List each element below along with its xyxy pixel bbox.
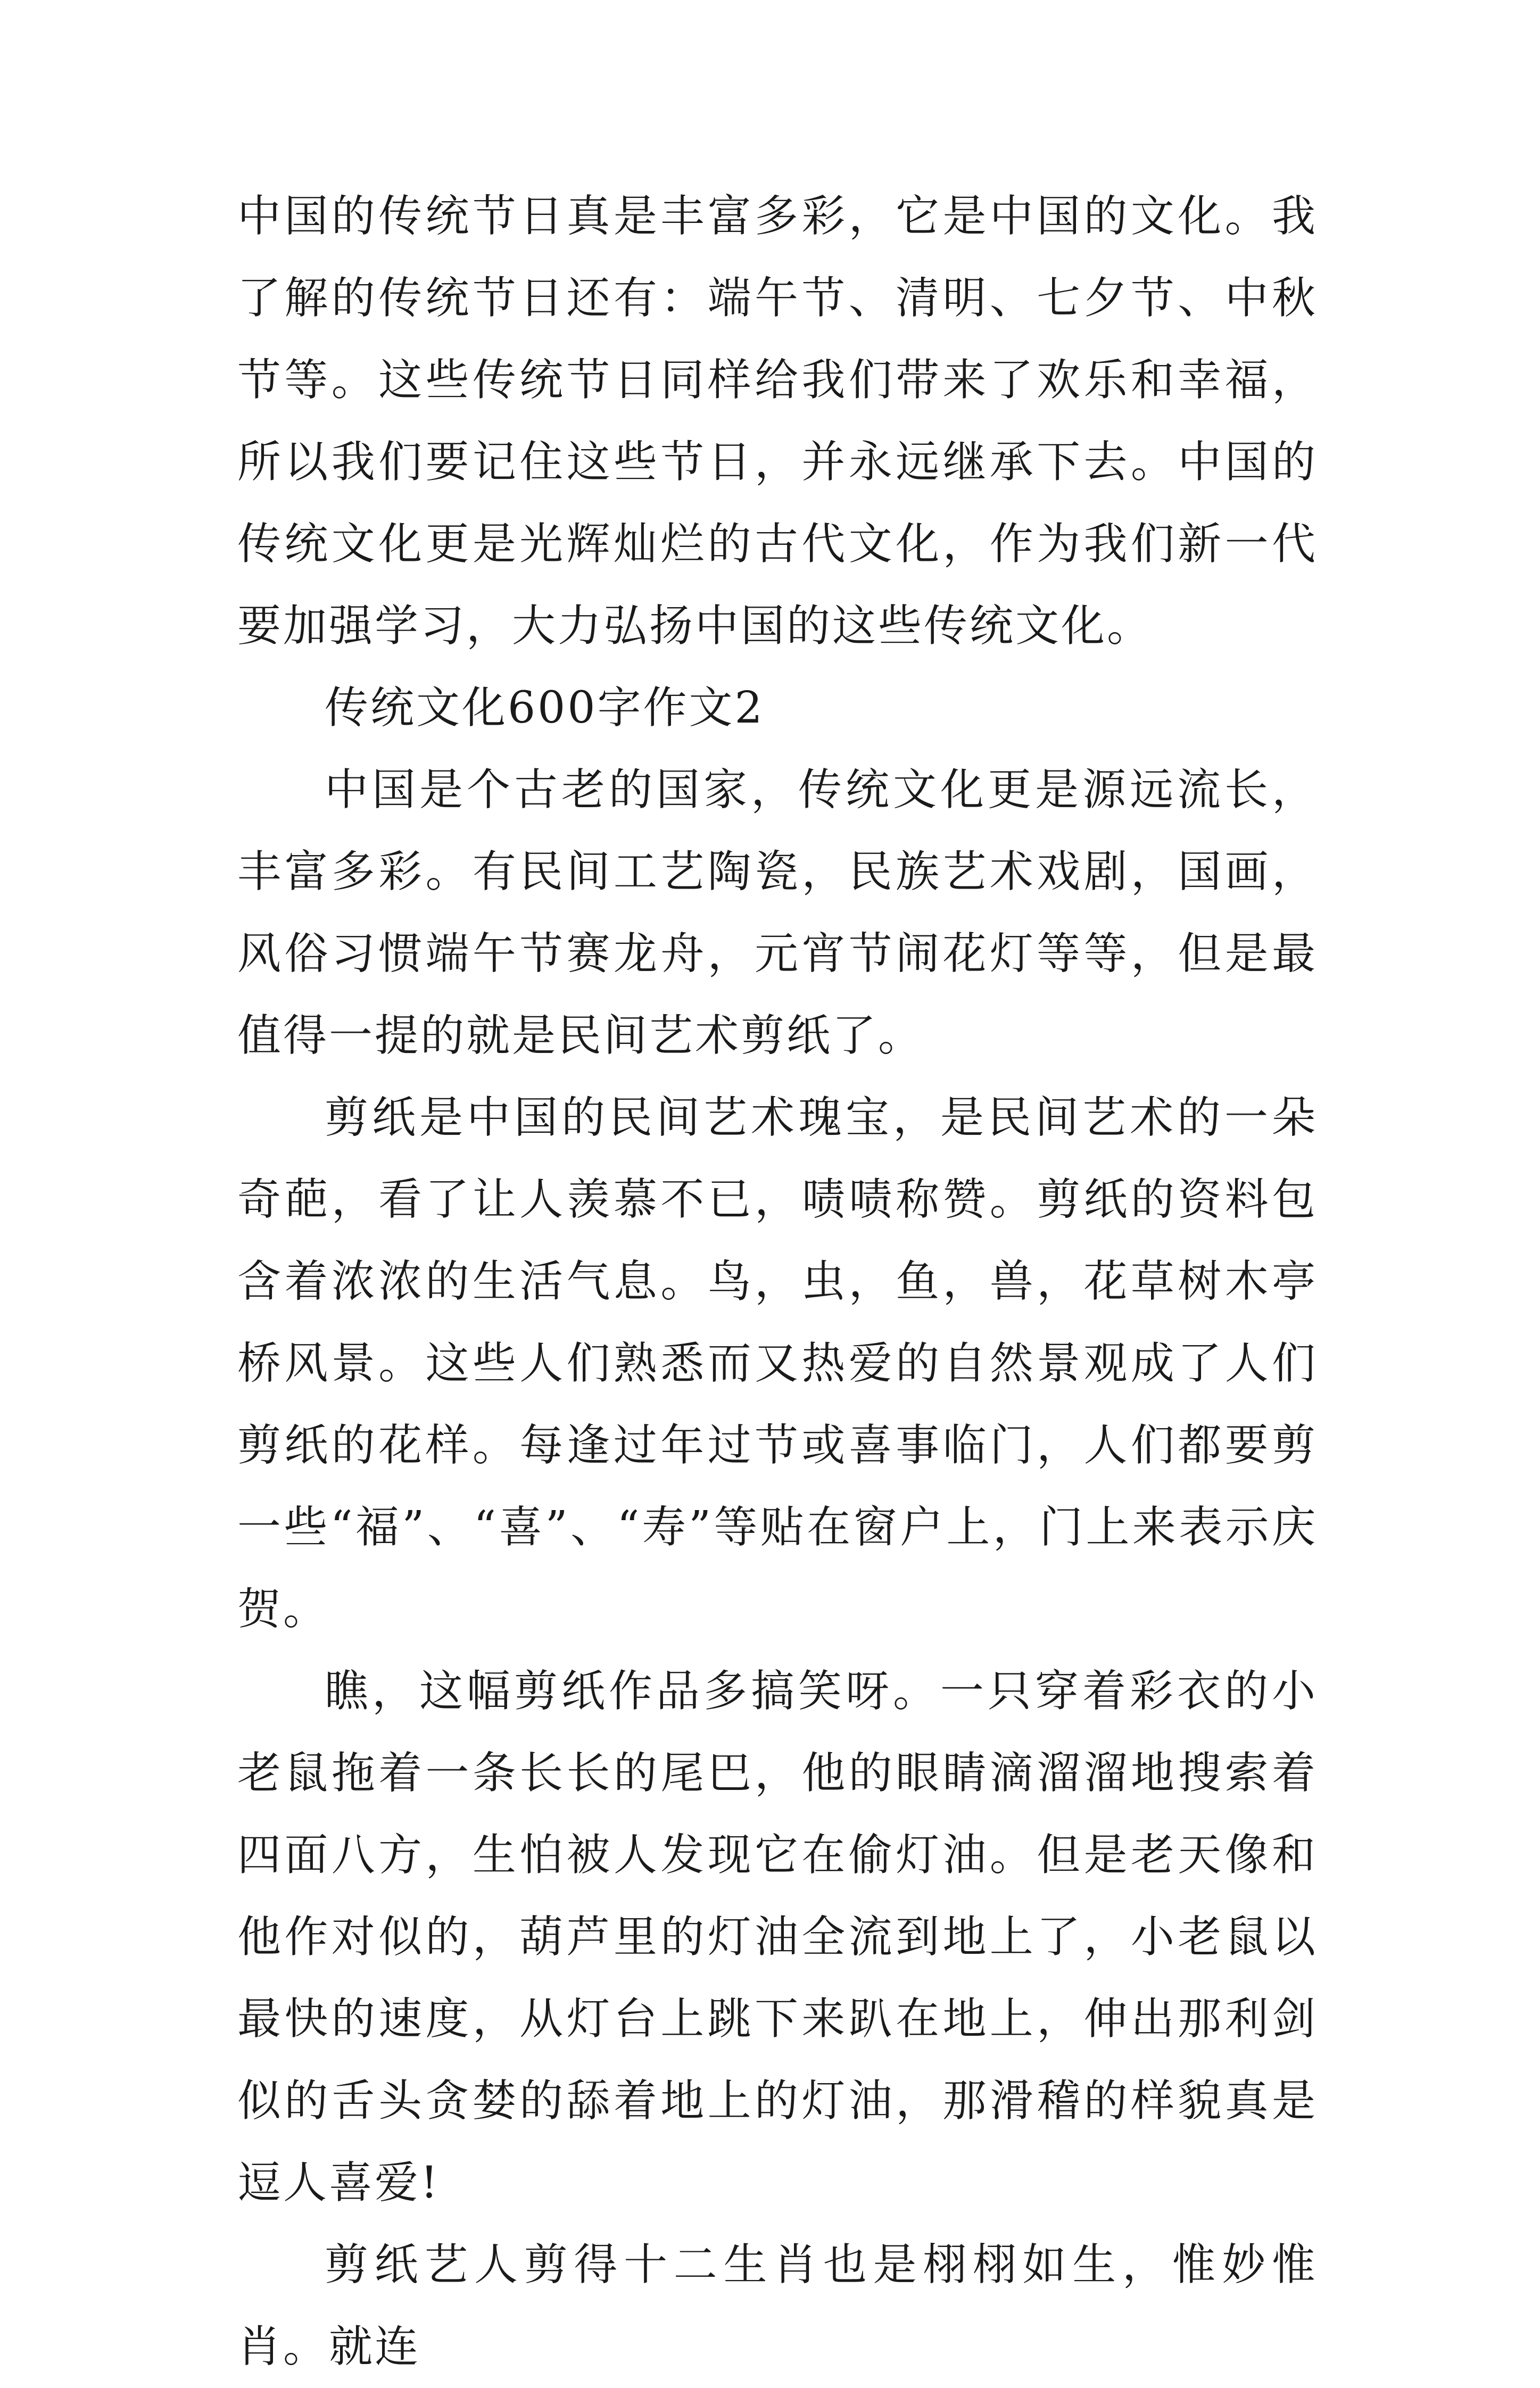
paragraph-mouse-artwork: 瞧，这幅剪纸作品多搞笑呀。一只穿着彩衣的小老鼠拖着一条长长的尾巴，他的眼睛滴溜溜地搜索着四面八方，生怕被人发现它在偷灯油。但是老天像和他作对似的，葫芦里的灯油全流到地上了，小老鼠以最快的速度，从灯台上跳下来趴在地上，伸出那利剑似的舌头贪婪的舔着地上的灯油，那滑稽的样貌真是逗人喜爱! — [237, 1666, 1318, 2208]
paragraph-festivals: 中国的传统节日真是丰富多彩，它是中国的文化。我了解的传统节日还有：端午节、清明、七夕节、中秋节等。这些传统节日同样给我们带来了欢乐和幸福，所以我们要记住这些节日，并永远继承下去。中国的传统文化更是光辉灿烂的古代文化，作为我们新一代要加强学习，大力弘扬中国的这些传统文化。 — [237, 191, 1318, 651]
document-body — [237, 176, 1318, 2388]
paragraph-zodiac: 剪纸艺人剪得十二生肖也是栩栩如生，惟妙惟肖。就连 — [237, 2240, 1318, 2372]
essay-title: 传统文化600字作文2 — [325, 683, 765, 733]
paragraph-paper-cutting: 剪纸是中国的民间艺术瑰宝，是民间艺术的一朵奇葩，看了让人羡慕不已，啧啧称赞。剪纸的资料包含着浓浓的生活气息。鸟，虫，鱼，兽，花草树木亭桥风景。这些人们熟悉而又热爱的自然景观成了人们剪纸的花样。每逢过年过节或喜事临门，人们都要剪一些“福”、“喜”、“寿”等贴在窗户上，门上来表示庆贺。 — [237, 1092, 1318, 1635]
paragraph-intro: 中国是个古老的国家，传统文化更是源远流长，丰富多彩。有民间工艺陶瓷，民族艺术戏剧，国画，风俗习惯端午节赛龙舟，元宵节闹花灯等等，但是最值得一提的就是民间艺术剪纸了。 — [237, 765, 1318, 1061]
